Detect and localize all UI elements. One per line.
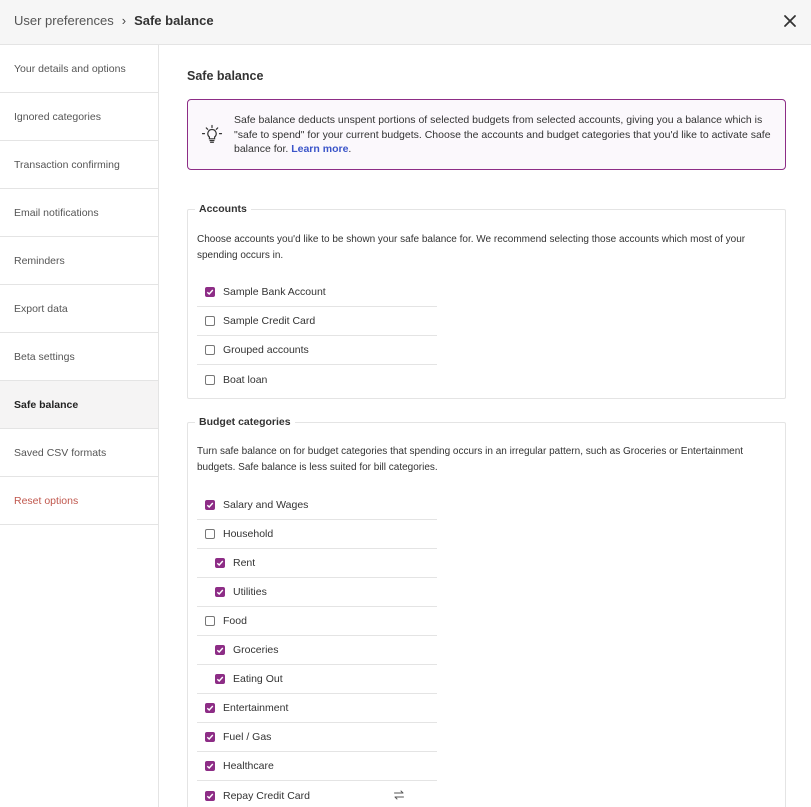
- list-item[interactable]: [197, 752, 437, 781]
- sidebar-item-beta-settings[interactable]: Beta settings: [0, 333, 158, 381]
- checkbox[interactable]: [215, 558, 225, 568]
- sidebar-item-ignored-categories[interactable]: Ignored categories: [0, 93, 158, 141]
- list-item[interactable]: [197, 365, 437, 394]
- accounts-list: [197, 278, 437, 394]
- category-label: Utilities: [233, 586, 267, 598]
- lightbulb-icon: [201, 124, 223, 146]
- checkbox[interactable]: [205, 287, 215, 297]
- transfer-icon: [393, 789, 405, 801]
- checkbox[interactable]: [205, 500, 215, 510]
- accounts-legend: Accounts: [199, 203, 247, 215]
- list-item[interactable]: [197, 665, 437, 694]
- account-label: Grouped accounts: [223, 344, 309, 356]
- list-item[interactable]: [197, 278, 437, 307]
- list-item[interactable]: [197, 520, 437, 549]
- category-label: Fuel / Gas: [223, 731, 272, 743]
- checkbox[interactable]: [215, 587, 225, 597]
- category-label: Repay Credit Card: [223, 789, 310, 802]
- sidebar-item-your-details[interactable]: Your details and options: [0, 45, 158, 93]
- main-content: [159, 45, 811, 807]
- breadcrumb: [14, 13, 214, 28]
- category-label: Eating Out: [233, 673, 283, 685]
- info-after-link: .: [348, 143, 352, 155]
- account-label: Sample Bank Account: [223, 286, 326, 298]
- learn-more-link[interactable]: Learn more: [291, 143, 349, 155]
- checkbox[interactable]: [205, 761, 215, 771]
- list-item[interactable]: [197, 607, 437, 636]
- checkbox[interactable]: [215, 674, 225, 684]
- checkbox[interactable]: [205, 316, 215, 326]
- sidebar-item-transaction-confirming[interactable]: Transaction confirming: [0, 141, 158, 189]
- account-label: Sample Credit Card: [223, 315, 316, 327]
- category-label: Food: [223, 615, 247, 627]
- list-item[interactable]: [197, 723, 437, 752]
- categories-description: Turn safe balance on for budget categories that spending occurs in an irregular pattern, such as Groceries or Entertainment budgets. Safe balance is less suited for bill categories.: [197, 446, 744, 473]
- list-item[interactable]: [197, 781, 437, 807]
- category-label: Entertainment: [223, 702, 289, 714]
- close-icon[interactable]: [781, 12, 799, 30]
- page-title: Safe balance: [187, 69, 264, 83]
- category-label: Groceries: [233, 644, 279, 656]
- categories-list: [197, 491, 437, 807]
- list-item[interactable]: [197, 491, 437, 520]
- sidebar-item-reset-options[interactable]: Reset options: [0, 477, 158, 525]
- accounts-section: [187, 203, 786, 399]
- info-callout: [187, 99, 786, 170]
- checkbox[interactable]: [205, 529, 215, 539]
- category-label: Rent: [233, 557, 256, 569]
- breadcrumb-separator: ›: [121, 13, 127, 28]
- header-bar: [0, 0, 811, 45]
- checkbox[interactable]: [205, 703, 215, 713]
- category-label: Household: [223, 528, 274, 540]
- category-label: Salary and Wages: [223, 499, 309, 511]
- breadcrumb-parent[interactable]: User preferences: [14, 13, 114, 28]
- sidebar-item-export-data[interactable]: Export data: [0, 285, 158, 333]
- checkbox[interactable]: [205, 616, 215, 626]
- categories-legend: Budget categories: [199, 416, 291, 428]
- sidebar-nav: [0, 45, 159, 807]
- checkbox[interactable]: [205, 732, 215, 742]
- list-item[interactable]: [197, 307, 437, 336]
- checkbox[interactable]: [215, 645, 225, 655]
- info-text: [234, 113, 774, 157]
- sidebar-item-safe-balance[interactable]: Safe balance: [0, 381, 158, 429]
- list-item[interactable]: [197, 549, 437, 578]
- sidebar-item-reminders[interactable]: Reminders: [0, 237, 158, 285]
- account-label: Boat loan: [223, 373, 268, 386]
- list-item[interactable]: [197, 578, 437, 607]
- checkbox[interactable]: [205, 345, 215, 355]
- info-body: Safe balance deducts unspent portions of selected budgets from selected accounts, giving you a balance which is "safe to spend" for your current budgets. Choose the accounts and budget categories that you'd like to activate safe balance for.: [234, 114, 771, 155]
- list-item[interactable]: [197, 694, 437, 723]
- checkbox[interactable]: [205, 375, 215, 385]
- list-item[interactable]: [197, 636, 437, 665]
- budget-categories-section: [187, 416, 786, 807]
- sidebar-item-email-notifications[interactable]: Email notifications: [0, 189, 158, 237]
- list-item[interactable]: [197, 336, 437, 365]
- sidebar-item-saved-csv-formats[interactable]: Saved CSV formats: [0, 429, 158, 477]
- breadcrumb-current: Safe balance: [134, 13, 214, 28]
- accounts-description: Choose accounts you'd like to be shown your safe balance for. We recommend selecting those accounts which most of your spending occurs in.: [197, 234, 746, 261]
- category-label: Healthcare: [223, 760, 274, 772]
- checkbox[interactable]: [205, 791, 215, 801]
